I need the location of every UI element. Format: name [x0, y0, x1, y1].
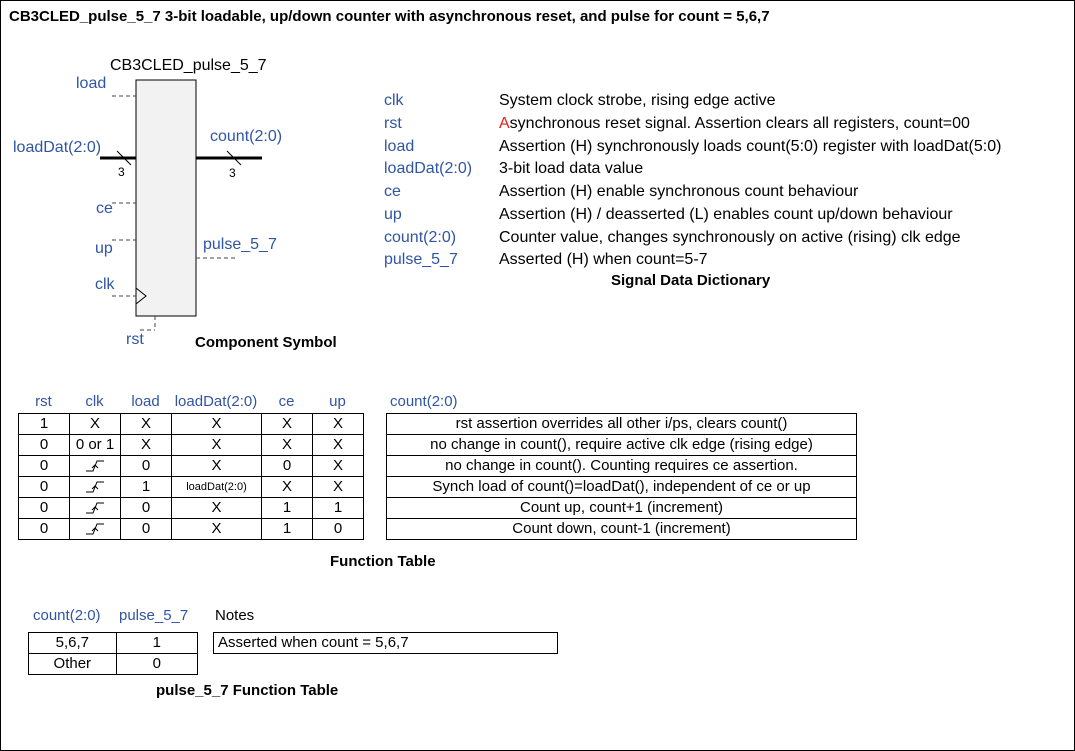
- ft-header-load: load: [131, 393, 160, 410]
- ft-cell: X: [313, 477, 364, 498]
- count-width: 3: [229, 166, 236, 180]
- dict-desc-pulse: Asserted (H) when count=5-7: [499, 251, 708, 268]
- table-row: [19, 414, 364, 435]
- dict-name-rst: rst: [384, 115, 402, 132]
- function-table-inputs: [18, 413, 364, 540]
- dictionary-caption: Signal Data Dictionary: [611, 272, 771, 289]
- ft-cell: 0: [19, 519, 70, 540]
- table-row: [29, 654, 198, 675]
- ft-cell: X: [262, 435, 313, 456]
- dict-desc-rst-rest: synchronous reset signal. Assertion clears all registers, count=00: [509, 115, 970, 132]
- table-row: [387, 477, 857, 498]
- ft-cell: loadDat(2:0): [172, 477, 262, 498]
- ft-cell: X: [172, 519, 262, 540]
- ft-cell: 0: [121, 456, 172, 477]
- ft-header-up: up: [329, 393, 346, 410]
- ft-cell: X: [172, 435, 262, 456]
- rising-edge-icon: [85, 501, 105, 515]
- pulse-notes: [213, 632, 558, 654]
- ft-cell: 0: [19, 498, 70, 519]
- ft-cell: 0: [262, 456, 313, 477]
- table-row: [387, 456, 857, 477]
- pt-cell: Other: [29, 654, 117, 675]
- ft-cell: X: [70, 414, 121, 435]
- count-label: count(2:0): [210, 128, 283, 145]
- ft-cell: 0: [121, 519, 172, 540]
- ft-cell: X: [262, 477, 313, 498]
- ft-cell: 0: [19, 456, 70, 477]
- rst-label: rst: [126, 331, 144, 348]
- ft-cell: 1: [262, 498, 313, 519]
- ft-cell: [70, 477, 121, 498]
- pt-cell: 0: [116, 654, 197, 675]
- dict-desc-rst: [499, 115, 970, 133]
- pt-header-pulse: pulse_5_7: [119, 607, 189, 624]
- ft-cell: 0: [19, 477, 70, 498]
- ft-cell: 1: [262, 519, 313, 540]
- ft-cell: 1: [121, 477, 172, 498]
- dict-desc-rst-first: A: [499, 115, 510, 132]
- pulse-table: [28, 632, 198, 675]
- load-label: load: [76, 75, 107, 92]
- dict-desc-ce: Assertion (H) enable synchronous count behaviour: [499, 183, 859, 200]
- ft-cell: X: [313, 414, 364, 435]
- dict-desc-clk: System clock strobe, rising edge active: [499, 92, 776, 109]
- table-row: [29, 633, 198, 654]
- function-table-outputs: [386, 413, 857, 540]
- ft-cell: X: [262, 414, 313, 435]
- dict-name-up: up: [384, 206, 402, 223]
- symbol-body: [136, 80, 196, 316]
- ft-cell: 0 or 1: [70, 435, 121, 456]
- pulse-table-caption: pulse_5_7 Function Table: [156, 682, 339, 699]
- pt-cell: 1: [116, 633, 197, 654]
- dict-name-pulse: pulse_5_7: [384, 251, 458, 268]
- ft-out-cell: Count down, count-1 (increment): [387, 519, 857, 540]
- ft-header-rst: rst: [35, 393, 52, 410]
- clk-label: clk: [95, 276, 115, 293]
- table-row: [19, 519, 364, 540]
- ft-out-cell: Synch load of count()=loadDat(), independent of ce or up: [387, 477, 857, 498]
- ce-label: ce: [96, 200, 113, 217]
- pt-cell: 5,6,7: [29, 633, 117, 654]
- loaddat-label: loadDat(2:0): [13, 139, 102, 156]
- page-title: CB3CLED_pulse_5_7 3-bit loadable, up/down counter with asynchronous reset, and pulse for count = 5,6,7: [9, 8, 770, 25]
- ft-header-clk: clk: [85, 393, 104, 410]
- dict-name-load: load: [384, 138, 415, 155]
- ft-out-cell: rst assertion overrides all other i/ps, clears count(): [387, 414, 857, 435]
- ft-cell: X: [121, 414, 172, 435]
- dict-name-clk: clk: [384, 92, 404, 109]
- loaddat-width: 3: [118, 165, 125, 179]
- dict-desc-load: Assertion (H) synchronously loads count(5:0) register with loadDat(5:0): [499, 138, 1002, 155]
- ft-header-loaddat: loadDat(2:0): [174, 393, 258, 410]
- table-row: [19, 456, 364, 477]
- table-row: [387, 519, 857, 540]
- ft-out-cell: Count up, count+1 (increment): [387, 498, 857, 519]
- dict-name-ce: ce: [384, 183, 401, 200]
- function-table-caption: Function Table: [330, 553, 436, 570]
- table-row: [19, 498, 364, 519]
- up-label: up: [95, 240, 113, 257]
- ft-cell: X: [313, 435, 364, 456]
- dict-desc-up: Assertion (H) / deasserted (L) enables count up/down behaviour: [499, 206, 953, 223]
- pt-note-cell: Asserted when count = 5,6,7: [214, 633, 558, 654]
- ft-cell: X: [172, 456, 262, 477]
- table-row: [387, 414, 857, 435]
- ft-out-cell: no change in count(), require active clk edge (rising edge): [387, 435, 857, 456]
- ft-header-ce: ce: [278, 393, 295, 410]
- ft-cell: X: [172, 414, 262, 435]
- pt-header-count: count(2:0): [33, 607, 101, 624]
- ft-cell: X: [121, 435, 172, 456]
- dict-name-count: count(2:0): [384, 229, 457, 246]
- table-row: [19, 435, 364, 456]
- dict-desc-loaddat: 3-bit load data value: [499, 160, 644, 177]
- table-row: [19, 477, 364, 498]
- table-row: [387, 498, 857, 519]
- symbol-name: CB3CLED_pulse_5_7: [110, 57, 267, 74]
- ft-cell: [70, 498, 121, 519]
- ft-cell: 0: [121, 498, 172, 519]
- table-row: [214, 633, 558, 654]
- ft-cell: [70, 456, 121, 477]
- ft-cell: X: [313, 456, 364, 477]
- ft-cell: 1: [19, 414, 70, 435]
- symbol-caption: Component Symbol: [195, 334, 337, 351]
- ft-header-count: count(2:0): [390, 393, 458, 410]
- table-row: [387, 435, 857, 456]
- rising-edge-icon: [85, 480, 105, 494]
- rising-edge-icon: [85, 522, 105, 536]
- dict-desc-count: Counter value, changes synchronously on active (rising) clk edge: [499, 229, 961, 246]
- ft-cell: [70, 519, 121, 540]
- ft-out-cell: no change in count(). Counting requires ce assertion.: [387, 456, 857, 477]
- pt-header-notes: Notes: [215, 607, 255, 624]
- ft-cell: 0: [313, 519, 364, 540]
- rising-edge-icon: [85, 459, 105, 473]
- ft-cell: X: [172, 498, 262, 519]
- ft-cell: 1: [313, 498, 364, 519]
- ft-cell: 0: [19, 435, 70, 456]
- pulse-label: pulse_5_7: [203, 236, 277, 253]
- dict-name-loaddat: loadDat(2:0): [384, 160, 473, 177]
